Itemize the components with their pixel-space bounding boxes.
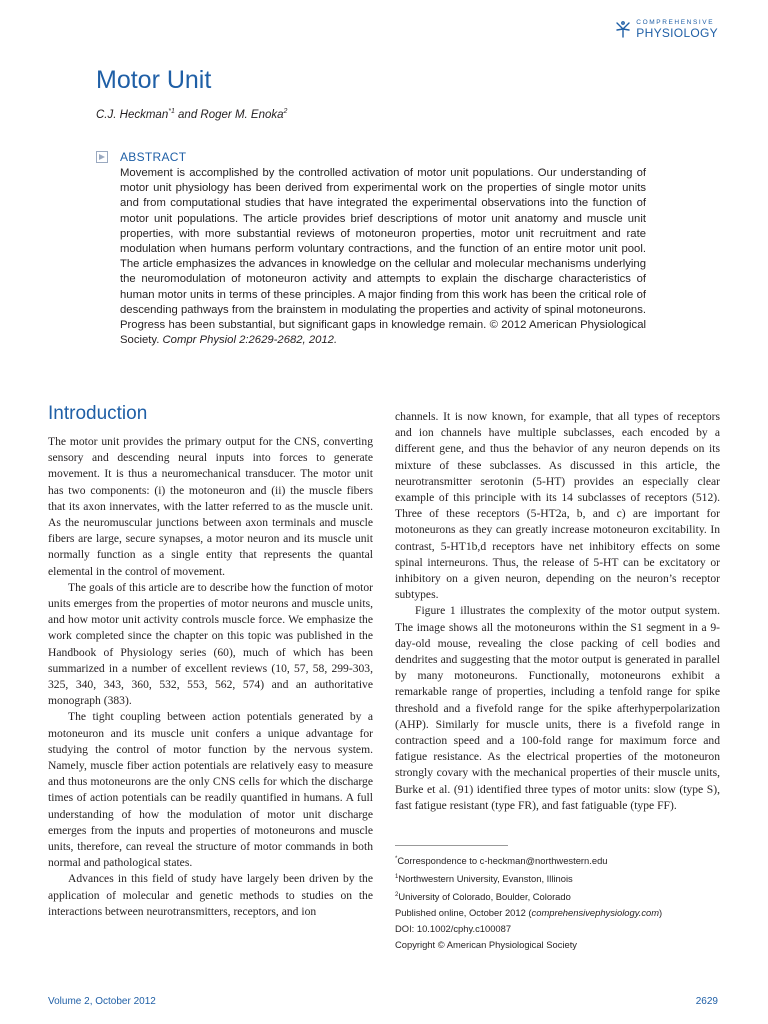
footnote-copyright: Copyright © American Physiological Society (395, 939, 577, 951)
logo-word-big: PHYSIOLOGY (636, 25, 718, 40)
footer-page-number: 2629 (695, 996, 718, 1007)
footnote-divider (395, 845, 508, 846)
footnote-marker: 2 (395, 892, 399, 899)
article-title: Motor Unit (96, 66, 212, 94)
footnote-text: Correspondence to c-heckman@northwestern.edu (397, 855, 608, 867)
paragraph: Figure 1 illustrates the complexity of the motor output system. The image shows all the motoneurons within the S1 segment in a 9-day-old mouse, revealing the close packing of cell bodies and dendrites and suggesting that the motor output is generated in parallel by many motoneurons. Functionally, motoneurons exhibit a remarkable range of properties, including a tenfold range for spike threshold and a fivefold range for the spike afterhyperpolarization (AHP). Similarly for muscle units, there is a fivefold range in contraction speed and a 100-fold range for maximum force and fatigue resistance. As the electrical properties of the motoneuron strongly covary with the mechanical properties of their muscle units, Burke et al. (91) identified three types of motor units: slow (type S), fast fatigue resistant (type FR), and fast fatiguable (type FF). (395, 604, 720, 812)
footnote-text: ) (659, 907, 663, 919)
journal-logo (614, 20, 718, 39)
logo-word-small: COMPREHENSIVE (636, 19, 715, 26)
footnote-text: Northwestern University, Evanston, Illinois (398, 873, 573, 885)
comprehensive-physiology-logo-icon (614, 20, 632, 38)
author-and: and (174, 108, 201, 121)
footnote-published (395, 905, 662, 921)
footnotes (395, 851, 662, 953)
abstract-heading: ABSTRACT (120, 150, 187, 164)
abstract-body: Movement is accomplished by the controlled activation of motor unit populations. Our understanding of motor unit physiology has been derived from experimental work on the properties of single motor units and from computational studies that have integrated the experimental observations into the function of motor unit populations. The article provides brief descriptions of motor unit anatomy and muscle unit properties, with more substantial reviews of motoneuron properties, motor unit recruitment and rate modulation when humans perform voluntary contractions, and the function of an entire motor unit pool. The article emphasizes the advances in knowledge on the cellular and molecular mechanisms underlying the neuromodulation of motoneuron activity and attempts to explain the discharge characteristics of human motor units in terms of these principles. A major finding from this work has been the critical role of descending pathways from the brainstem in modulating the properties and activity of spinal motoneurons. Progress has been substantial, but significant gaps in knowledge remain. © 2012 American Physiological Society. (120, 167, 646, 347)
body-column-left (48, 434, 373, 920)
footnote-doi[interactable]: DOI: 10.1002/cphy.c100087 (395, 923, 512, 935)
author-1-sup: *1 (168, 108, 175, 115)
footnote-site-link[interactable]: comprehensivephysiology.com (531, 907, 660, 919)
footnote-text: University of Colorado, Boulder, Colorado (398, 891, 571, 903)
author-2-sup: 2 (283, 108, 288, 115)
author-2: Roger M. Enoka (200, 108, 284, 121)
author-line (96, 108, 287, 121)
footer-volume: Volume 2, October 2012 (48, 996, 156, 1007)
footnote-correspondence[interactable] (395, 851, 662, 869)
paragraph: channels. It is now known, for example, that all types of receptors and ion channels have multiple subclasses, each encoded by a different gene, and thus the behavior of any neuron depends on its mixture of these subclasses. As discussed in this article, the neurotransmitter serotonin (5-HT) provides an especially clear example of this principle with its 14 subclasses of receptors (512). Three of these receptors (5-HT2a, b, and c) are important for motoneurons as they can greatly increase motoneuron excitability. In contrast, 5-HT1b,d receptors have net inhibitory effects on some spinal interneurons. Thus, the release of 5-HT can be excitatory or inhibitory on a given neuron, depending on the neuron’s receptor subtypes. (395, 410, 720, 602)
footnote-marker: 1 (395, 874, 399, 881)
paragraph: The motor unit provides the primary output for the CNS, converting sensory and descending neural inputs into forces to generate movement. It is thus a neuromechanical transducer. The motor unit has two components: (i) the motoneuron and (ii) the muscle fibers that its axon innervates, with the latter referred to as the muscle unit. As the neuromuscular junctions between axon terminals and muscle fibers are large, secure synapses, a motor neuron and its muscle unit normally function as a single entity that represents the quantal elemental in the control of movement. (48, 435, 373, 578)
introduction-heading: Introduction (48, 403, 148, 424)
footnote-text: Published online, October 2012 ( (395, 907, 532, 919)
abstract-citation: Compr Physiol 2:2629-2682, 2012. (162, 334, 338, 347)
body-column-right (395, 409, 720, 814)
author-1: C.J. Heckman (96, 108, 169, 121)
paragraph: The goals of this article are to describe how the function of motor units emerges from the properties of motor neurons and muscle units, and how motor unit activity controls muscle force. We emphasize the work completed since the chapter on this topic was published in the Handbook of Physiology series (60), much of which has been summarized in a number of excellent reviews (10, 57, 58, 299-303, 325, 340, 343, 360, 532, 553, 562, 574) and an authoritative monograph (383). (48, 580, 373, 708)
abstract-text (120, 166, 646, 348)
footnote-affiliation-2 (395, 887, 662, 905)
play-triangle-icon[interactable] (96, 151, 108, 163)
paragraph: The tight coupling between action potentials generated by a motoneuron and its muscle unit confers a unique advantage for studying the control of motor function by the nervous system. Namely, muscle fiber action potentials are relatively easy to measure and thus motoneurons are the only CNS cells for which the discharge times of action potentials can be readily quantified in humans. A full understanding of how the modulation of motor unit discharge emerges from the inputs and properties of motoneurons and muscle units, therefore, can reveal the structure of motor commands in both normal and pathological states. (48, 710, 373, 870)
footnote-affiliation-1 (395, 869, 662, 887)
paragraph: Advances in this field of study have largely been driven by the application of molecular and genetic methods to studies on the interactions between neurotransmitters, receptors, and ion (48, 872, 373, 918)
footnote-marker: * (395, 856, 398, 862)
